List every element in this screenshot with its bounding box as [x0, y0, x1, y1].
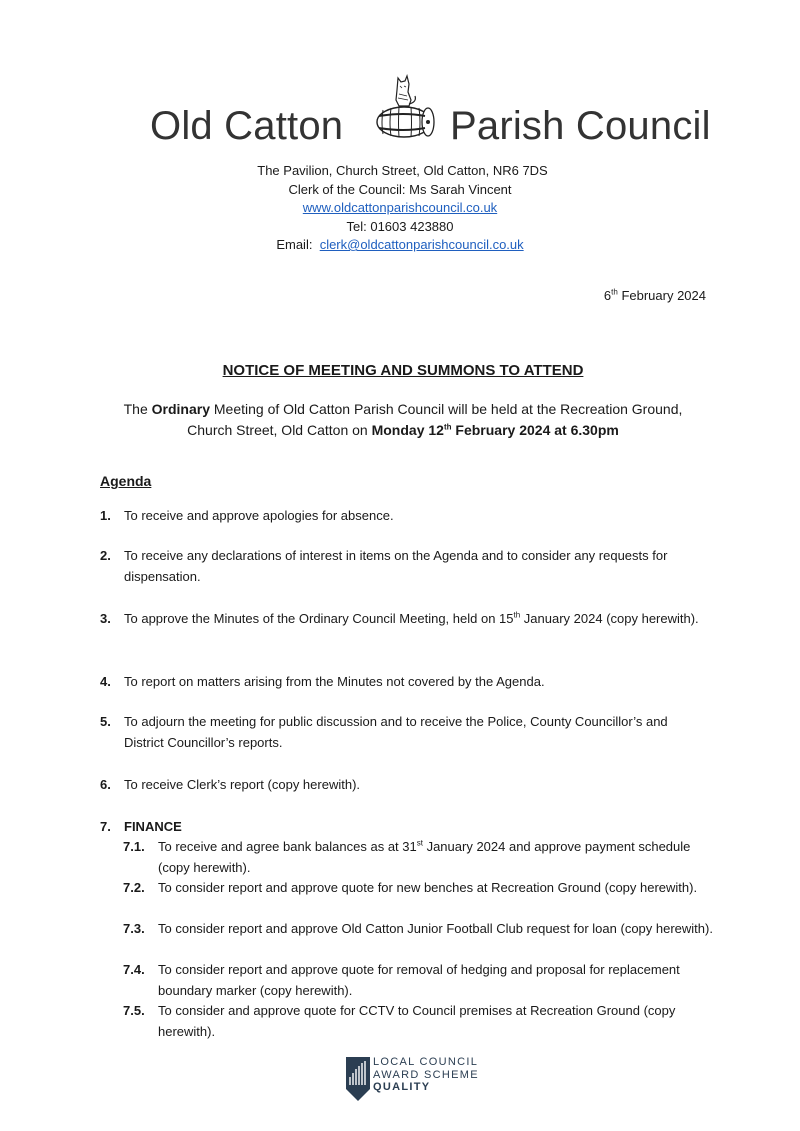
award-scheme-badge	[346, 1055, 496, 1105]
email-link[interactable]: clerk@oldcattonparishcouncil.co.uk	[319, 237, 524, 252]
agenda-item-3: 3. To approve the Minutes of the Ordinary Council Meeting, held on 15th January 2024 (copy herewith).	[100, 610, 699, 626]
finance-item-7-5: 7.5. To consider and approve quote for CCTV to Council premises at Recreation Ground (copy herewith).	[123, 1003, 676, 1039]
finance-item-7-2: 7.2. To consider report and approve quote for new benches at Recreation Ground (copy herewith).	[123, 880, 698, 895]
agenda-item-7-finance: 7. FINANCE	[100, 819, 182, 834]
website-link[interactable]: www.oldcattonparishcouncil.co.uk	[302, 200, 498, 215]
finance-item-7-4: 7.4. To consider report and approve quote for removal of hedging and proposal for replacement boundary marker (copy herewith).	[123, 962, 680, 998]
award-line-1: LOCAL COUNCIL	[373, 1056, 479, 1068]
email-label: Email:	[276, 237, 313, 252]
clerk-name: Clerk of the Council: Ms Sarah Vincent	[288, 181, 512, 197]
agenda-item-1: 1. To receive and approve apologies for absence.	[100, 508, 394, 523]
finance-item-7-1: 7.1. To receive and agree bank balances as at 31st January 2024 and approve payment schedule (copy herewith).	[123, 838, 691, 875]
title-old-catton: Old Catton	[150, 104, 344, 148]
title-parish-council: Parish Council	[450, 104, 711, 148]
agenda-heading: Agenda	[100, 473, 152, 489]
notice-title: NOTICE OF MEETING AND SUMMONS TO ATTEND	[222, 362, 584, 379]
agenda-item-2: 2. To receive any declarations of interest in items on the Agenda and to consider any requests for dispensation.	[100, 548, 668, 584]
finance-item-7-3: 7.3. To consider report and approve Old Catton Junior Football Club request for loan (copy herewith).	[123, 921, 713, 936]
telephone: Tel: 01603 423880	[346, 218, 454, 234]
award-scheme-logo-icon	[346, 1057, 370, 1101]
meeting-intro: The Ordinary Meeting of Old Catton Parish Council will be held at the Recreation Ground, Church Street, Old Catton on Monday 12th February 2024 at 6.30pm	[123, 401, 683, 438]
award-line-2: AWARD SCHEME	[373, 1068, 479, 1081]
agenda-item-6: 6. To receive Clerk’s report (copy herewith).	[100, 777, 361, 792]
document-date: 6th February 2024	[603, 287, 706, 303]
contact-details	[0, 162, 800, 255]
cat-on-barrel-logo-icon	[367, 60, 441, 142]
agenda-item-5: 5. To adjourn the meeting for public discussion and to receive the Police, County Councillor’s and District Councillor’s reports.	[100, 714, 668, 750]
email-row	[0, 236, 800, 255]
agenda-item-4: 4. To report on matters arising from the Minutes not covered by the Agenda.	[100, 674, 545, 689]
award-line-3: QUALITY	[373, 1081, 431, 1093]
address: The Pavilion, Church Street, Old Catton, NR6 7DS	[257, 163, 548, 178]
